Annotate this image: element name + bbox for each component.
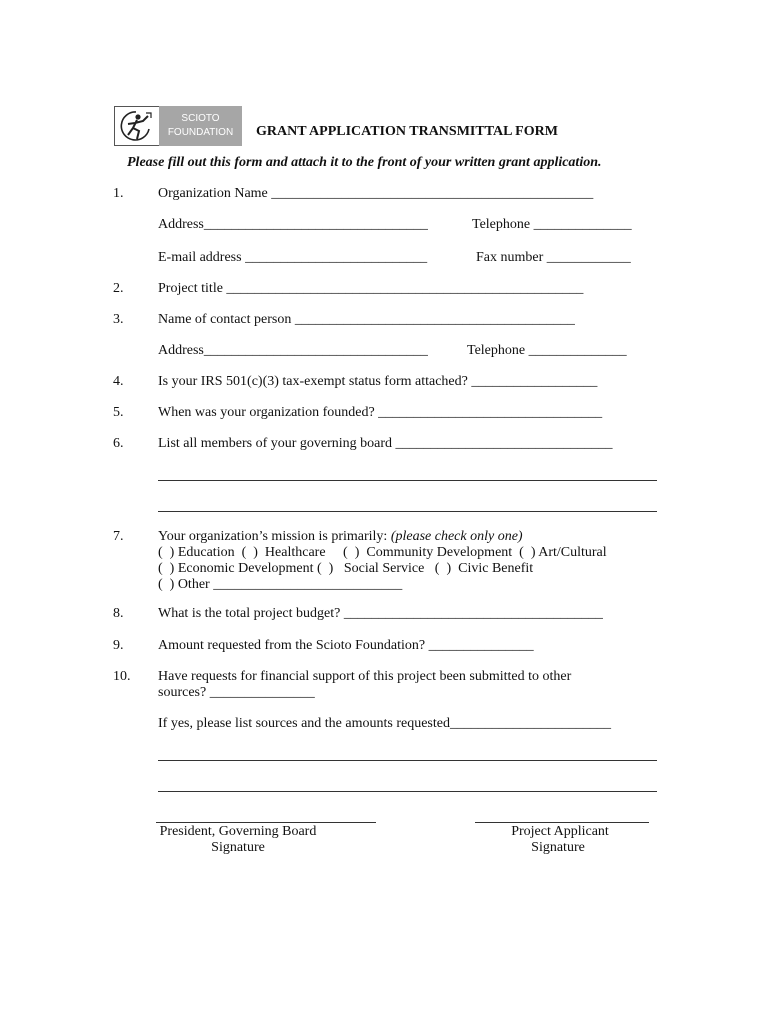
item-number-1: 1.: [113, 186, 124, 201]
irs-status-field[interactable]: Is your IRS 501(c)(3) tax-exempt status form attached? __________________: [158, 374, 598, 389]
item-number-7: 7.: [113, 529, 124, 544]
item-number-3: 3.: [113, 312, 124, 327]
other-requests-field[interactable]: sources? _______________: [158, 685, 315, 700]
form-title: GRANT APPLICATION TRANSMITTAL FORM: [256, 124, 558, 139]
funding-sources-field[interactable]: If yes, please list sources and the amounts requested_______________________: [158, 716, 611, 731]
contact-person-field[interactable]: Name of contact person ________________________________________: [158, 312, 575, 327]
item-number-6: 6.: [113, 436, 124, 451]
organization-name-field[interactable]: Organization Name ______________________________________________: [158, 186, 594, 201]
item-number-10: 10.: [113, 669, 131, 684]
item-number-5: 5.: [113, 405, 124, 420]
other-requests-question: Have requests for financial support of this project been submitted to other: [158, 669, 572, 684]
funding-sources-line-2[interactable]: [158, 791, 657, 792]
funding-sources-line-1[interactable]: [158, 760, 657, 761]
project-budget-field[interactable]: What is the total project budget? _____________________________________: [158, 606, 603, 621]
board-president-role: President, Governing Board: [159, 824, 317, 839]
mission-question-hint: (please check only one): [390, 529, 523, 544]
organization-address-field[interactable]: Address________________________________: [158, 217, 428, 232]
runner-emblem-icon: [118, 109, 154, 143]
mission-question-text: Your organization’s mission is primarily:: [158, 529, 391, 544]
logo-text-scioto: SCIOTO: [181, 113, 220, 124]
board-president-signature-line[interactable]: [156, 822, 376, 823]
applicant-signature-label: Signature: [531, 840, 585, 855]
board-members-line-2[interactable]: [158, 511, 657, 512]
email-address-field[interactable]: E-mail address __________________________: [158, 250, 428, 265]
contact-telephone-field[interactable]: Telephone ______________: [467, 343, 627, 358]
contact-address-field[interactable]: Address________________________________: [158, 343, 428, 358]
founded-date-field[interactable]: When was your organization founded? ________________________________: [158, 405, 603, 420]
amount-requested-field[interactable]: Amount requested from the Scioto Foundation? _______________: [158, 638, 534, 653]
board-members-line-1[interactable]: [158, 480, 657, 481]
mission-question: [158, 529, 523, 545]
form-instructions: Please fill out this form and attach it to the front of your written grant application.: [127, 155, 602, 170]
mission-options-row-3[interactable]: ( ) Other ___________________________: [158, 577, 403, 592]
project-title-field[interactable]: Project title ___________________________________________________: [158, 281, 584, 296]
item-number-8: 8.: [113, 606, 124, 621]
mission-options-row-2[interactable]: ( ) Economic Development ( ) Social Service ( ) Civic Benefit: [158, 561, 534, 576]
scioto-foundation-logo: [114, 106, 242, 146]
fax-number-field[interactable]: Fax number ____________: [476, 250, 631, 265]
item-number-9: 9.: [113, 638, 124, 653]
item-number-2: 2.: [113, 281, 124, 296]
applicant-signature-line[interactable]: [475, 822, 649, 823]
governing-board-field[interactable]: List all members of your governing board _______________________________: [158, 436, 613, 451]
applicant-role: Project Applicant: [511, 824, 609, 839]
logo-text-foundation: FOUNDATION: [167, 127, 234, 138]
item-number-4: 4.: [113, 374, 124, 389]
board-president-signature-label: Signature: [211, 840, 265, 855]
mission-options-row-1[interactable]: ( ) Education ( ) Healthcare ( ) Community Development ( ) Art/Cultural: [158, 545, 607, 560]
organization-telephone-field[interactable]: Telephone ______________: [472, 217, 632, 232]
